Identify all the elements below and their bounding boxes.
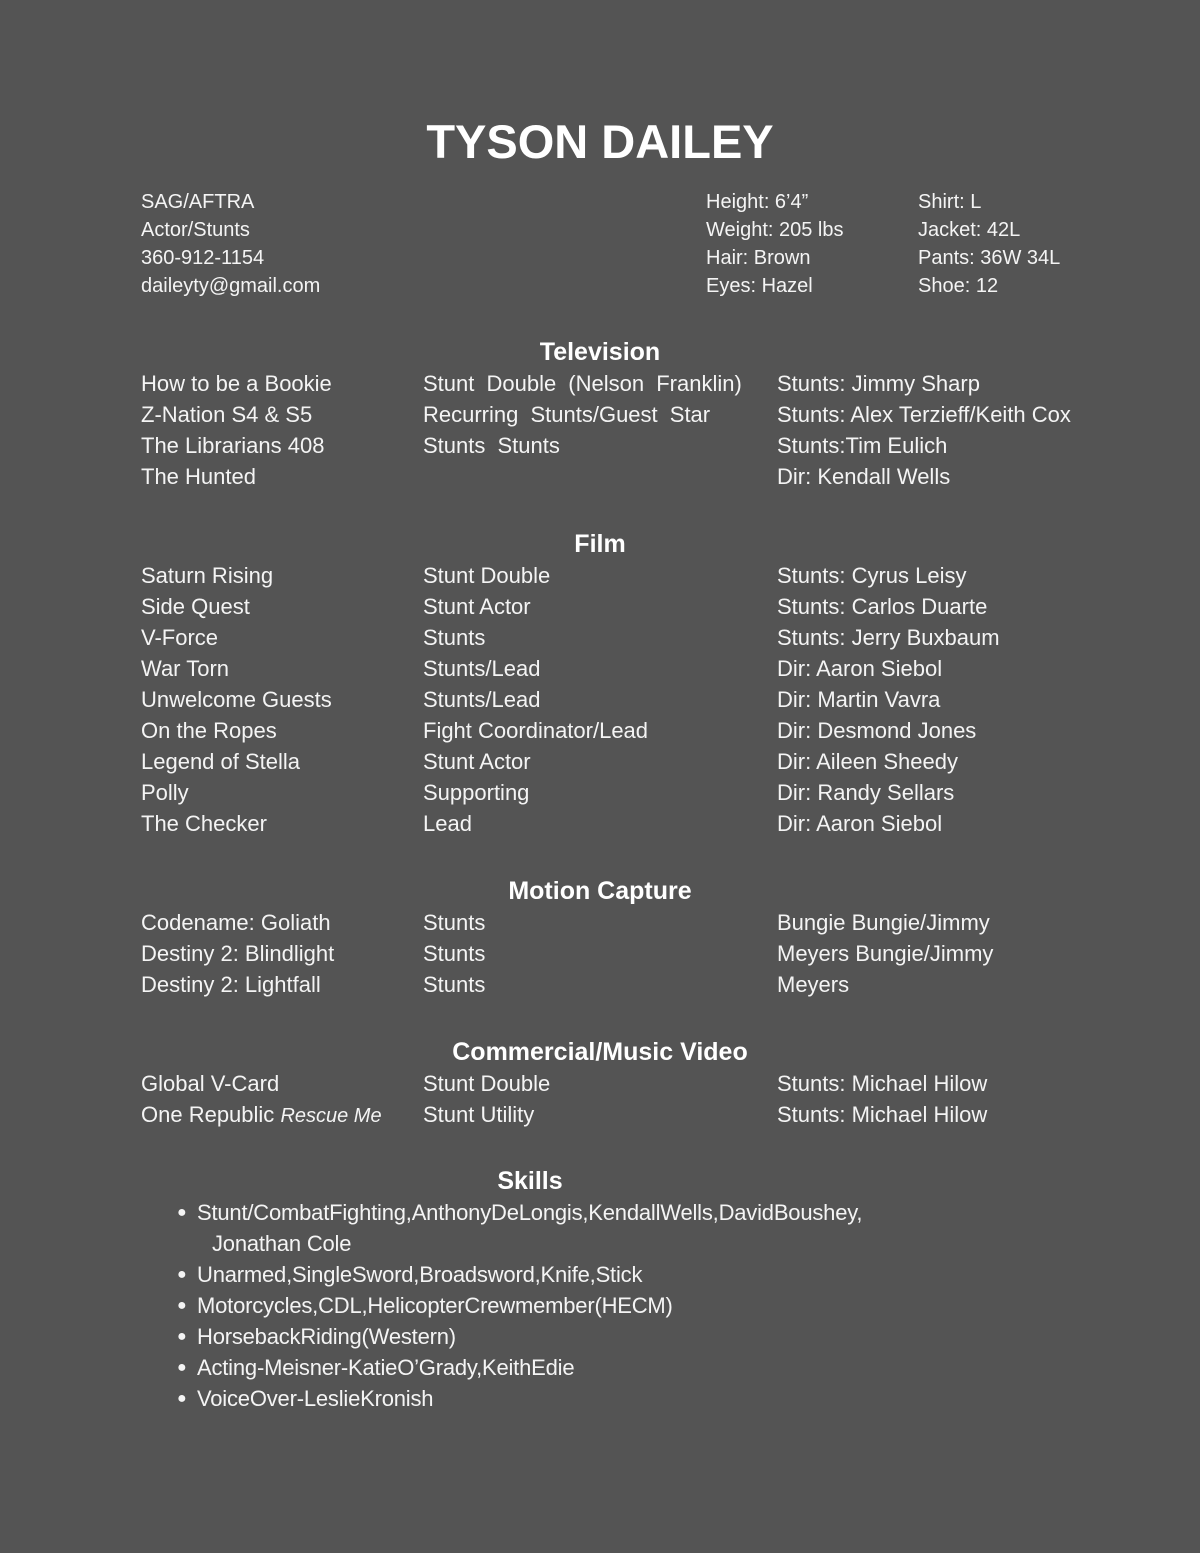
credit-title bbox=[141, 560, 273, 591]
credit-row bbox=[0, 938, 1200, 969]
credit-director bbox=[777, 969, 849, 1000]
credit-row bbox=[0, 777, 1200, 808]
jacket: Jacket: 42L bbox=[918, 219, 1021, 241]
credit-role bbox=[423, 969, 485, 1000]
credit-role bbox=[423, 591, 531, 622]
credit-role bbox=[423, 653, 540, 684]
credit-title bbox=[141, 430, 324, 461]
union: SAG/AFTRA bbox=[141, 191, 255, 213]
credit-role-text: Recurring Stunts/Guest Star bbox=[423, 402, 711, 427]
skill-item bbox=[0, 1259, 1200, 1290]
skill-text: Acting-Meisner-KatieO’Grady,KeithEdie bbox=[197, 1355, 575, 1380]
credit-title-text: Legend of Stella bbox=[141, 749, 301, 774]
credit-role-text: Stunts bbox=[423, 972, 486, 997]
credit-row bbox=[0, 715, 1200, 746]
credit-role-text: Stunt Actor bbox=[423, 749, 531, 774]
skill-text: Stunt/CombatFighting,AnthonyDeLongis,KendallWells,DavidBoushey, bbox=[197, 1200, 863, 1225]
credit-row bbox=[0, 653, 1200, 684]
credit-director-text: Stunts: Michael Hilow bbox=[777, 1102, 988, 1127]
credit-role-text: Stunt Utility bbox=[423, 1102, 535, 1127]
credit-title bbox=[141, 969, 321, 1000]
credit-role-text: Stunts bbox=[423, 910, 486, 935]
credit-row bbox=[0, 1068, 1200, 1099]
credit-role-text: Stunt Double bbox=[423, 563, 551, 588]
song-title: Rescue Me bbox=[280, 1105, 382, 1127]
credit-role bbox=[423, 1099, 534, 1130]
credit-title-text: Side Quest bbox=[141, 594, 250, 619]
credit-role-text: Stunts bbox=[423, 941, 486, 966]
credit-director bbox=[777, 808, 942, 839]
credit-role bbox=[423, 938, 485, 969]
credit-row bbox=[0, 399, 1200, 430]
credit-title-text: Unwelcome Guests bbox=[141, 687, 332, 712]
pants: Pants: 36W 34L bbox=[918, 247, 1061, 269]
credit-director-text: Dir: Aaron Siebol bbox=[777, 811, 943, 836]
credit-director bbox=[777, 938, 993, 969]
credit-director-text: Dir: Randy Sellars bbox=[777, 780, 955, 805]
credit-title bbox=[141, 684, 332, 715]
credit-director-text: Meyers bbox=[777, 972, 850, 997]
section-television bbox=[0, 337, 1200, 492]
credit-role bbox=[423, 808, 472, 839]
section-skills bbox=[0, 1166, 1200, 1414]
credit-director bbox=[777, 622, 1000, 653]
credit-title bbox=[141, 368, 332, 399]
credit-row bbox=[0, 684, 1200, 715]
skill-text: Motorcycles,CDL,HelicopterCrewmember(HECM) bbox=[197, 1293, 673, 1318]
credit-title bbox=[141, 591, 250, 622]
credit-director bbox=[777, 907, 990, 938]
credit-director bbox=[777, 591, 987, 622]
credit-director-text: Dir: Aaron Siebol bbox=[777, 656, 943, 681]
shirt: Shirt: L bbox=[918, 191, 982, 213]
credit-role bbox=[423, 715, 648, 746]
credit-director-text: Stunts: Alex Terzieff/Keith Cox bbox=[777, 402, 1071, 427]
credit-title bbox=[141, 622, 218, 653]
credit-row bbox=[0, 591, 1200, 622]
credit-row bbox=[0, 461, 1200, 492]
credit-role-text: Stunts bbox=[423, 625, 486, 650]
skill-text: Unarmed,SingleSword,Broadsword,Knife,Stick bbox=[197, 1262, 643, 1287]
credit-role bbox=[423, 1068, 550, 1099]
credit-director bbox=[777, 560, 967, 591]
hair: Hair: Brown bbox=[706, 247, 811, 269]
credit-role-text: Stunts/Lead bbox=[423, 687, 541, 712]
credit-title-text: On the Ropes bbox=[141, 718, 277, 743]
credit-director-text: Bungie Bungie/Jimmy bbox=[777, 910, 990, 935]
credit-title bbox=[141, 808, 267, 839]
credit-director-text: Meyers Bungie/Jimmy bbox=[777, 941, 994, 966]
section-heading: Television bbox=[539, 338, 661, 366]
section-heading: Motion Capture bbox=[508, 877, 692, 905]
skill-text-continued: Jonathan Cole bbox=[212, 1231, 352, 1256]
credit-director bbox=[777, 1068, 987, 1099]
credit-role bbox=[423, 684, 540, 715]
credit-title-text: Destiny 2: Lightfall bbox=[141, 972, 321, 997]
credit-director-text: Stunts: Carlos Duarte bbox=[777, 594, 988, 619]
credit-row bbox=[0, 560, 1200, 591]
credit-row bbox=[0, 1099, 1200, 1130]
credit-director-text: Dir: Aileen Sheedy bbox=[777, 749, 958, 774]
credit-director-text: Stunts:Tim Eulich bbox=[777, 433, 948, 458]
skill-text: HorsebackRiding(Western) bbox=[197, 1324, 456, 1349]
email: daileyty@gmail.com bbox=[141, 275, 321, 297]
credit-director-text: Dir: Martin Vavra bbox=[777, 687, 941, 712]
skill-item bbox=[0, 1197, 1200, 1259]
credit-title-text: V-Force bbox=[141, 625, 219, 650]
section-heading: Skills bbox=[497, 1167, 563, 1195]
credit-role bbox=[423, 622, 485, 653]
credit-role-text: Stunts/Lead bbox=[423, 656, 541, 681]
bullet-icon: ● bbox=[177, 1359, 187, 1376]
credit-title-text: The Hunted bbox=[141, 464, 256, 489]
credit-row bbox=[0, 430, 1200, 461]
credit-role bbox=[423, 368, 742, 399]
bullet-icon: ● bbox=[177, 1204, 187, 1221]
skill-text: VoiceOver-LeslieKronish bbox=[197, 1386, 434, 1411]
credit-role-text: Supporting bbox=[423, 780, 530, 805]
credit-row bbox=[0, 969, 1200, 1000]
credit-director-text: Stunts: Jerry Buxbaum bbox=[777, 625, 1000, 650]
credit-role bbox=[423, 777, 529, 808]
credit-title bbox=[141, 715, 277, 746]
credit-title-text: Z-Nation S4 & S5 bbox=[141, 402, 313, 427]
credit-title-text: The Checker bbox=[141, 811, 267, 836]
credit-role-text: Fight Coordinator/Lead bbox=[423, 718, 649, 743]
credit-title bbox=[141, 746, 300, 777]
credit-title-text: Destiny 2: Blindlight bbox=[141, 941, 335, 966]
skill-item bbox=[0, 1383, 1200, 1414]
skill-item bbox=[0, 1290, 1200, 1321]
credit-role bbox=[423, 430, 560, 461]
credit-title bbox=[141, 1099, 382, 1132]
credit-role-text: Stunt Double bbox=[423, 1071, 551, 1096]
bullet-icon: ● bbox=[177, 1266, 187, 1283]
credit-row bbox=[0, 368, 1200, 399]
physical-stats bbox=[706, 188, 844, 300]
credit-director bbox=[777, 368, 980, 399]
contact-info bbox=[141, 188, 320, 300]
credit-title bbox=[141, 653, 229, 684]
section-heading: Film bbox=[574, 530, 626, 558]
credit-role-text: Stunt Double (Nelson Franklin) bbox=[423, 371, 742, 396]
credit-title-text: One Republic bbox=[141, 1102, 275, 1127]
credit-director-text: Dir: Desmond Jones bbox=[777, 718, 977, 743]
credit-director bbox=[777, 777, 954, 808]
credit-director bbox=[777, 746, 958, 777]
credit-row bbox=[0, 907, 1200, 938]
credit-director bbox=[777, 1099, 987, 1130]
credit-role bbox=[423, 746, 531, 777]
bullet-icon: ● bbox=[177, 1297, 187, 1314]
credit-role-text: Stunts Stunts bbox=[423, 433, 560, 458]
credit-director bbox=[777, 684, 940, 715]
credit-title bbox=[141, 461, 256, 492]
bullet-icon: ● bbox=[177, 1328, 187, 1345]
shoe: Shoe: 12 bbox=[918, 275, 999, 297]
credit-row bbox=[0, 746, 1200, 777]
role: Actor/Stunts bbox=[141, 219, 250, 241]
credit-role bbox=[423, 907, 485, 938]
credit-role bbox=[423, 560, 550, 591]
credit-row bbox=[0, 622, 1200, 653]
resume-name: TYSON DAILEY bbox=[426, 115, 774, 168]
credit-director bbox=[777, 399, 1071, 430]
credit-title-text: Codename: Goliath bbox=[141, 910, 331, 935]
credit-title-text: War Torn bbox=[141, 656, 230, 681]
credit-row bbox=[0, 808, 1200, 839]
skills-list bbox=[0, 1197, 1200, 1414]
section-heading: Commercial/Music Video bbox=[452, 1038, 748, 1066]
credit-title-text: The Librarians 408 bbox=[141, 433, 325, 458]
credit-role-text: Stunt Actor bbox=[423, 594, 531, 619]
credit-role bbox=[423, 399, 710, 430]
eyes: Eyes: Hazel bbox=[706, 275, 813, 297]
credit-director bbox=[777, 430, 947, 461]
skill-item bbox=[0, 1352, 1200, 1383]
credit-title-text: How to be a Bookie bbox=[141, 371, 332, 396]
weight: Weight: 205 lbs bbox=[706, 219, 844, 241]
section-film bbox=[0, 529, 1200, 839]
credit-director bbox=[777, 461, 950, 492]
credit-director bbox=[777, 653, 942, 684]
credit-title-text: Polly bbox=[141, 780, 189, 805]
section-motion-capture bbox=[0, 876, 1200, 1000]
credit-title-text: Saturn Rising bbox=[141, 563, 274, 588]
credit-director bbox=[777, 715, 976, 746]
credit-director-text: Stunts: Michael Hilow bbox=[777, 1071, 988, 1096]
credit-title-text: Global V-Card bbox=[141, 1071, 280, 1096]
bullet-icon: ● bbox=[177, 1390, 187, 1407]
phone: 360-912-1154 bbox=[141, 247, 265, 269]
credit-title bbox=[141, 938, 334, 969]
credit-director-text: Stunts: Jimmy Sharp bbox=[777, 371, 980, 396]
section-commercial bbox=[0, 1037, 1200, 1130]
credit-title bbox=[141, 1068, 279, 1099]
credit-director-text: Dir: Kendall Wells bbox=[777, 464, 951, 489]
clothing-sizes bbox=[918, 188, 1060, 300]
credit-director-text: Stunts: Cyrus Leisy bbox=[777, 563, 967, 588]
skill-item bbox=[0, 1321, 1200, 1352]
credit-title bbox=[141, 907, 331, 938]
credit-title bbox=[141, 399, 312, 430]
height: Height: 6’4” bbox=[706, 191, 809, 213]
credit-role-text: Lead bbox=[423, 811, 472, 836]
credit-title bbox=[141, 777, 189, 808]
